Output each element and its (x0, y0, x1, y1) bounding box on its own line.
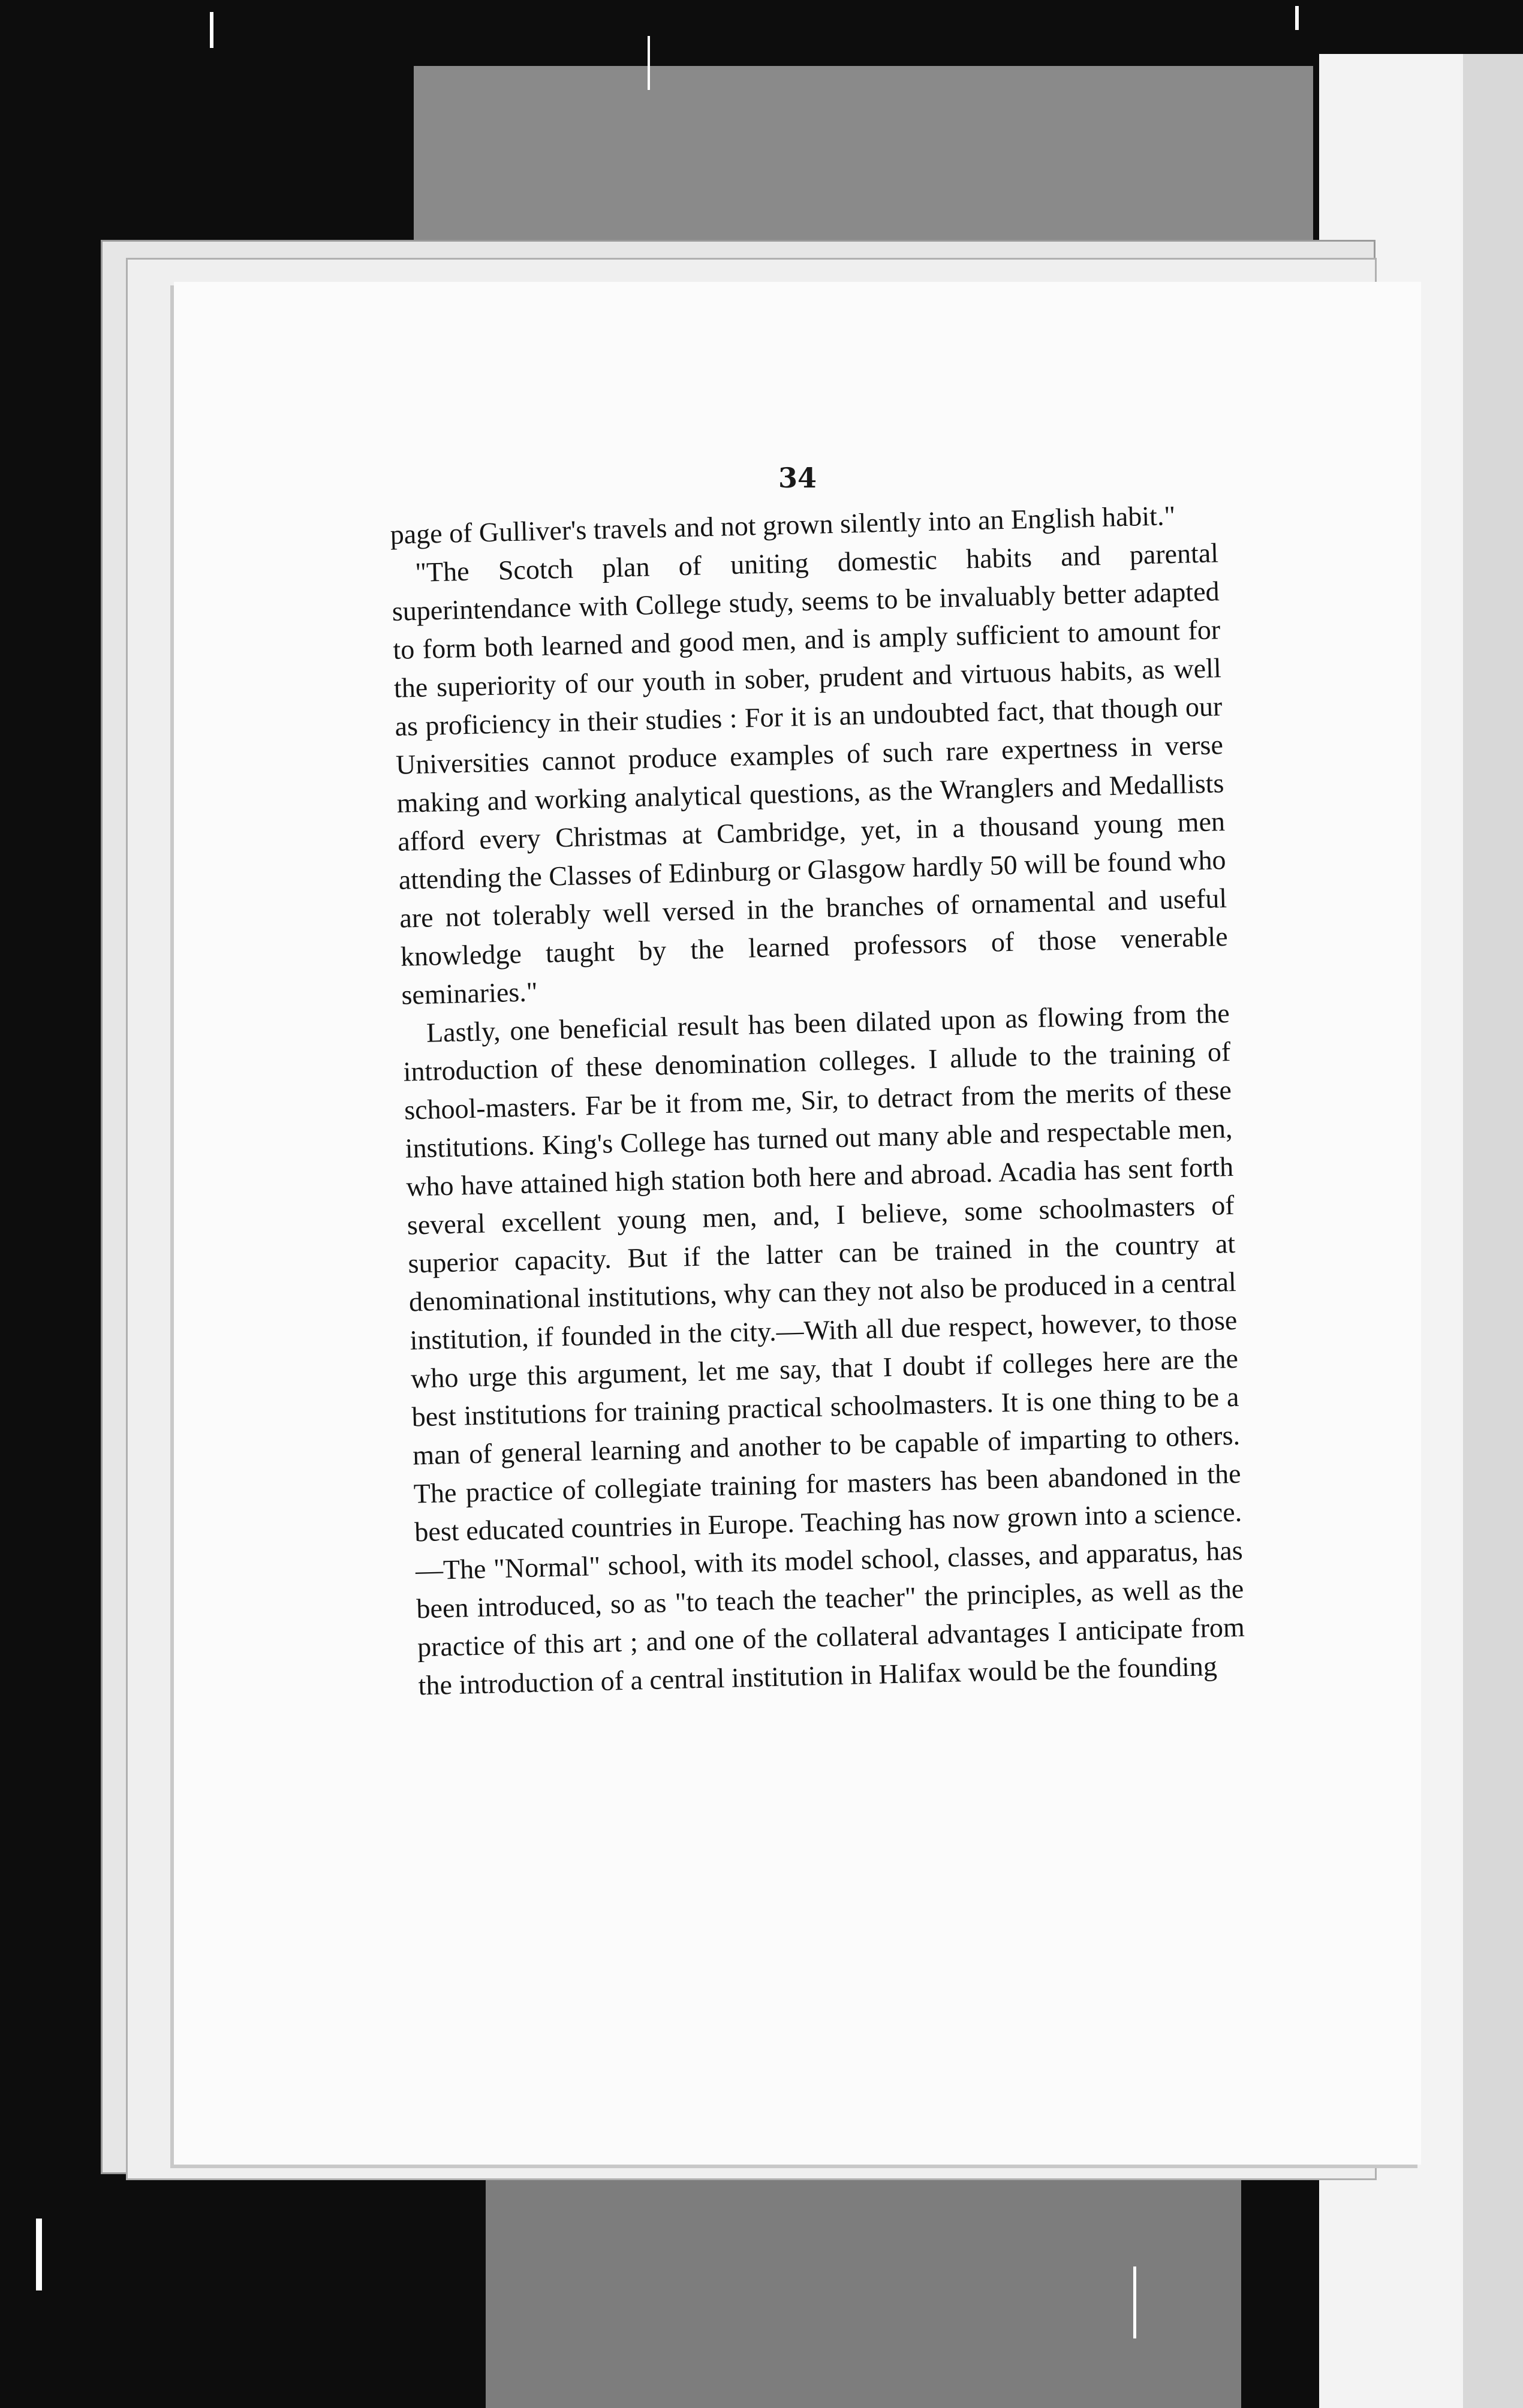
scan-speck (1295, 6, 1299, 30)
scan-speck (648, 36, 650, 90)
page-number: 34 (778, 462, 817, 494)
background-panel-bottom (486, 2171, 1241, 2408)
paragraph: Lastly, one beneficial result has been dilated upon as flowing from the introduction of these denomination colleges. I allude to the training of school-masters. Far be it from me, Sir, to detract from the merits of these institutions. King's College has turned out many able and respectable men, who have attained high station both here and abroad. Acadia has sent forth several excellent young men, and, I believe, some schoolmasters of superior capacity. But if the latter can be trained in the country at denominational institutions, why can they not also be produced in a central institution, if founded in the city.—With all due respect, however, to those who urge this argument, let me say, that I doubt if colleges here are the best institutions for training practical schoolmasters. It is one thing to be a man of general learning and another to be capable of imparting to others. The practice of collegiate training for masters has been abandoned in the best educated countries in Europe. Teaching has now grown into a science.—The "Normal" school, with its model school, classes, and apparatus, has been introduced, so as "to teach the teacher" the principles, as well as the practice of this art ; and one of the collateral advantages I anticipate from the introduction of a central institution in Halifax would be the founding (403, 998, 1245, 1701)
scan-speck (210, 12, 213, 48)
book-page (174, 282, 1421, 2165)
scan-speck (1133, 2266, 1136, 2338)
background-panel-top (414, 66, 1313, 246)
paragraph: page of Gulliver's travels and not grown silently into an English habit." (390, 499, 1176, 550)
paragraph: "The Scotch plan of uniting domestic habits and parental superintendance with College study, seems to be invaluably better adapted to form both learned and good men, and is amply sufficient to amount for the superiority of our youth in sober, prudent and virtuous habits, as well as proficiency in their studies : For it is an undoubted fact, that though our Universities cannot produce examples of such rare expertness in verse making and working analytical questions, as the Wranglers and Medallists afford every Christmas at Cambridge, yet, in a thousand young men attending the Classes of Edinburg or Glasgow hardly 50 will be found who are not tolerably well versed in the branches of ornamental and useful knowledge taught by the learned professors of those venerable seminaries." (392, 537, 1229, 1010)
scan-speck (36, 2219, 42, 2290)
adjacent-page-shadow (1463, 54, 1523, 2408)
page-body-text (390, 495, 1246, 1705)
